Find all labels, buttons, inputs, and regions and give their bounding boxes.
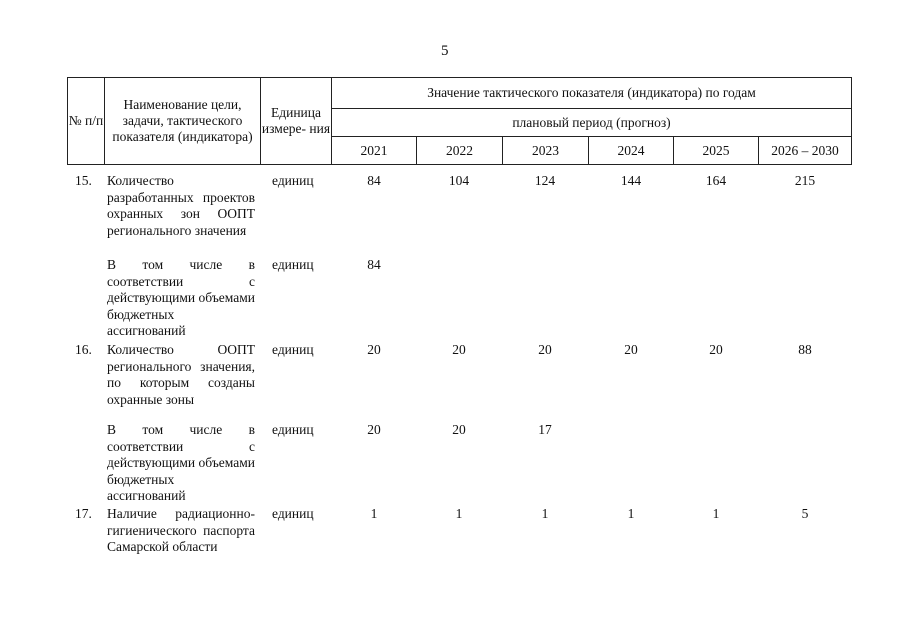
row-value: 1 bbox=[712, 506, 720, 521]
row-value: 5 bbox=[801, 506, 809, 521]
row-value: 1 bbox=[627, 506, 635, 521]
header-period: плановый период (прогноз) bbox=[331, 108, 852, 137]
row-unit: единиц bbox=[272, 506, 314, 521]
header-num: № п/п bbox=[67, 77, 105, 165]
row-value: 20 bbox=[624, 342, 638, 357]
page-number: 5 bbox=[441, 43, 449, 59]
row-name: Количество ООПТ регионального значения, по которым созданы охранные зоны bbox=[107, 342, 255, 407]
row-value: 20 bbox=[452, 342, 466, 357]
header-year: 2024 bbox=[588, 136, 674, 165]
row-unit: единиц bbox=[272, 422, 314, 437]
row-value: 20 bbox=[709, 342, 723, 357]
row-name: Наличие радиационно-гигиенического паспорта Самарской области bbox=[107, 506, 255, 554]
row-value: 84 bbox=[367, 257, 381, 272]
row-value: 20 bbox=[367, 422, 381, 437]
row-value: 1 bbox=[455, 506, 463, 521]
row-value: 104 bbox=[448, 173, 470, 188]
row-value: 20 bbox=[367, 342, 381, 357]
header-year: 2025 bbox=[673, 136, 759, 165]
row-value: 144 bbox=[620, 173, 642, 188]
row-value: 1 bbox=[370, 506, 378, 521]
row-value: 20 bbox=[452, 422, 466, 437]
row-unit: единиц bbox=[272, 342, 314, 357]
row-value: 164 bbox=[705, 173, 727, 188]
header-name: Наименование цели, задачи, тактического показателя (индикатора) bbox=[104, 77, 261, 165]
row-value: 215 bbox=[794, 173, 816, 188]
row-value: 88 bbox=[798, 342, 812, 357]
header-year: 2026 – 2030 bbox=[758, 136, 852, 165]
row-value: 124 bbox=[534, 173, 556, 188]
header-year: 2021 bbox=[331, 136, 417, 165]
row-number: 15. bbox=[75, 173, 92, 188]
row-name: Количество разработанных проектов охранных зон ООПТ регионального значения bbox=[107, 173, 255, 238]
row-value: 1 bbox=[541, 506, 549, 521]
row-number: 17. bbox=[75, 506, 92, 521]
header-year: 2023 bbox=[502, 136, 589, 165]
row-value: 84 bbox=[367, 173, 381, 188]
header-unit: Единица измере- ния bbox=[260, 77, 332, 165]
row-name: В том числе в соответствии с действующими объемами бюджетных ассигнований bbox=[107, 257, 255, 338]
header-values: Значение тактического показателя (индикатора) по годам bbox=[331, 77, 852, 109]
row-value: 20 bbox=[538, 342, 552, 357]
row-unit: единиц bbox=[272, 173, 314, 188]
row-number: 16. bbox=[75, 342, 92, 357]
row-unit: единиц bbox=[272, 257, 314, 272]
row-value: 17 bbox=[538, 422, 552, 437]
header-year: 2022 bbox=[416, 136, 503, 165]
row-name: В том числе в соответствии с действующими объемами бюджетных ассигнований bbox=[107, 422, 255, 503]
